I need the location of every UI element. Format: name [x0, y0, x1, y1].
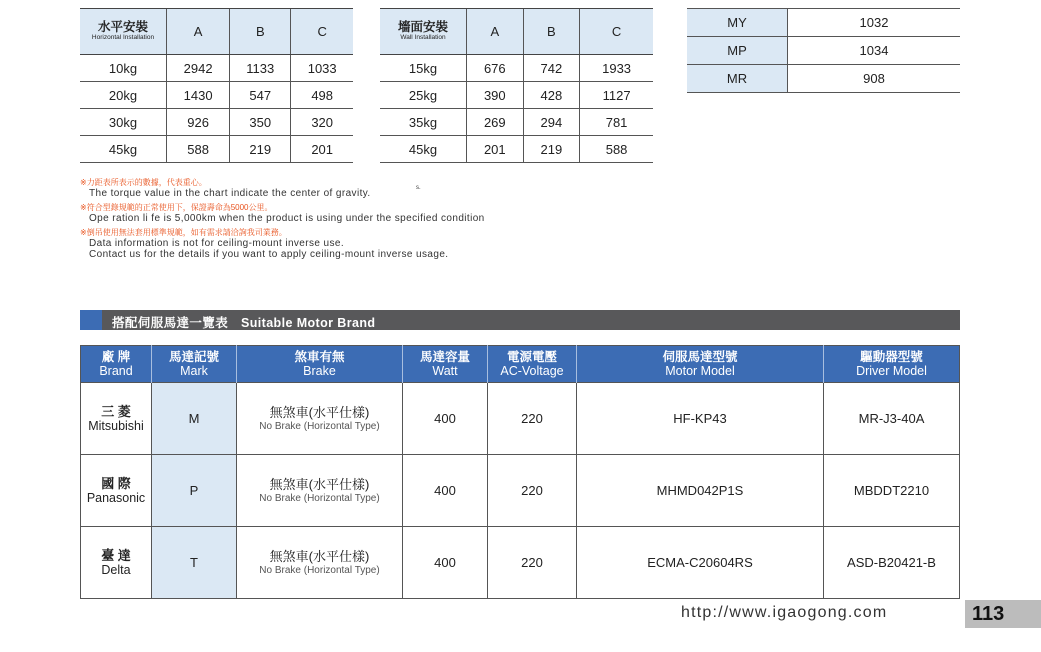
column-header-brake [237, 346, 403, 383]
section-title: 搭配伺服馬達一覽表 Suitable Motor Brand [112, 316, 376, 330]
header-zh: 馬達記號 [168, 350, 219, 364]
header-zh: 驅動器型號 [860, 350, 923, 364]
value-cell: 588 [580, 136, 653, 163]
brand-en: Mitsubishi [88, 418, 144, 433]
driver-model-cell: MR-J3-40A [824, 383, 960, 455]
column-header: C [580, 9, 653, 55]
header-en: Driver Model [856, 364, 927, 378]
section-title-bar [80, 310, 960, 330]
table-title-cell [80, 9, 167, 55]
value-cell: 1127 [580, 82, 653, 109]
table-row [80, 136, 353, 163]
table-row [81, 383, 960, 455]
column-header-driver-model [824, 346, 960, 383]
note-en: Contact us for the details if you want to apply ceiling-mount inverse usage. [89, 249, 449, 260]
brake-zh: 無煞車(水平仕樣) [269, 404, 370, 420]
mark-cell: P [152, 455, 237, 527]
brake-cell [237, 527, 403, 599]
moment-value: 1032 [788, 9, 961, 37]
value-cell: 320 [291, 109, 353, 136]
moment-table [687, 8, 960, 93]
column-header-watt [403, 346, 488, 383]
column-header: C [291, 9, 353, 55]
watt-cell: 400 [403, 383, 488, 455]
watt-cell: 400 [403, 527, 488, 599]
stray-mark: s. [416, 185, 421, 191]
table-title-zh: 墻面安裝 [397, 20, 448, 34]
brand-cell [81, 455, 152, 527]
motor-model-cell: HF-KP43 [577, 383, 824, 455]
table-title-en: Horizontal Installation [91, 34, 155, 41]
brake-en: No Brake (Horizontal Type) [259, 492, 380, 504]
brand-en: Delta [101, 562, 131, 577]
header-zh: 廠 牌 [101, 350, 131, 364]
motor-model-cell: ECMA-C20604RS [577, 527, 824, 599]
brand-zh: 三 菱 [101, 403, 131, 419]
value-cell: 1133 [230, 55, 291, 82]
table-row [80, 55, 353, 82]
table-title-cell [380, 9, 467, 55]
voltage-cell: 220 [488, 383, 577, 455]
brand-zh: 臺 達 [101, 547, 131, 563]
header-zh: 煞車有無 [294, 350, 345, 364]
table-row [687, 9, 960, 37]
value-cell: 350 [230, 109, 291, 136]
brake-zh: 無煞車(水平仕樣) [269, 476, 370, 492]
table-row [687, 65, 960, 93]
watt-cell: 400 [403, 455, 488, 527]
table-header-row [81, 346, 960, 383]
mark-cell: T [152, 527, 237, 599]
section-accent-block [80, 310, 102, 330]
footer-url[interactable]: http://www.igaogong.com [681, 604, 888, 621]
brand-cell [81, 527, 152, 599]
table-row [380, 82, 653, 109]
horizontal-installation-table [80, 8, 353, 163]
load-cell: 20kg [80, 82, 167, 109]
value-cell: 390 [467, 82, 524, 109]
note-en: The torque value in the chart indicate the center of gravity. [89, 188, 371, 199]
moment-value: 908 [788, 65, 961, 93]
note-zh: ※符合型錄規範的正常使用下，保證壽命為5000公里。 [80, 203, 273, 212]
brake-cell [237, 383, 403, 455]
header-zh: 伺服馬達型號 [662, 350, 738, 364]
value-cell: 219 [230, 136, 291, 163]
value-cell: 498 [291, 82, 353, 109]
value-cell: 269 [467, 109, 524, 136]
wall-installation-table [380, 8, 653, 163]
header-zh: 馬達容量 [419, 350, 470, 364]
value-cell: 588 [167, 136, 230, 163]
motor-brand-table [80, 345, 960, 599]
header-en: Mark [180, 364, 208, 378]
note-en: Ope ration li fe is 5,000km when the product is using under the specified condition [89, 213, 485, 224]
table-row [81, 527, 960, 599]
column-header-voltage [488, 346, 577, 383]
value-cell: 926 [167, 109, 230, 136]
value-cell: 219 [523, 136, 580, 163]
voltage-cell: 220 [488, 455, 577, 527]
driver-model-cell: ASD-B20421-B [824, 527, 960, 599]
value-cell: 1033 [291, 55, 353, 82]
table-row [380, 55, 653, 82]
brake-en: No Brake (Horizontal Type) [259, 564, 380, 576]
table-title-en: Wall Installation [400, 34, 446, 41]
brake-zh: 無煞車(水平仕樣) [269, 548, 370, 564]
notes-block [80, 178, 680, 260]
load-cell: 35kg [380, 109, 467, 136]
header-en: AC-Voltage [500, 364, 564, 378]
page-number: 113 [965, 600, 1041, 628]
brand-zh: 國 際 [101, 475, 131, 491]
motor-model-cell: MHMD042P1S [577, 455, 824, 527]
header-en: Motor Model [665, 364, 735, 378]
column-header-brand [81, 346, 152, 383]
column-header: A [467, 9, 524, 55]
value-cell: 676 [467, 55, 524, 82]
load-cell: 15kg [380, 55, 467, 82]
table-title-zh: 水平安裝 [97, 20, 148, 34]
column-header-mark [152, 346, 237, 383]
load-cell: 25kg [380, 82, 467, 109]
brake-en: No Brake (Horizontal Type) [259, 420, 380, 432]
column-header: A [167, 9, 230, 55]
value-cell: 428 [523, 82, 580, 109]
value-cell: 781 [580, 109, 653, 136]
brand-cell [81, 383, 152, 455]
column-header-motor-model [577, 346, 824, 383]
load-cell: 45kg [80, 136, 167, 163]
value-cell: 294 [523, 109, 580, 136]
value-cell: 201 [291, 136, 353, 163]
table-header-row [380, 9, 653, 55]
brake-cell [237, 455, 403, 527]
table-row [80, 82, 353, 109]
voltage-cell: 220 [488, 527, 577, 599]
value-cell: 547 [230, 82, 291, 109]
value-cell: 201 [467, 136, 524, 163]
value-cell: 1933 [580, 55, 653, 82]
value-cell: 742 [523, 55, 580, 82]
table-row [687, 37, 960, 65]
mark-cell: M [152, 383, 237, 455]
moment-key: MR [687, 65, 788, 93]
table-row [380, 136, 653, 163]
value-cell: 2942 [167, 55, 230, 82]
moment-value: 1034 [788, 37, 961, 65]
column-header: B [230, 9, 291, 55]
note-zh: ※倒吊使用無法套用標準規範，如有需求請洽詢我司業務。 [80, 228, 287, 237]
moment-key: MY [687, 9, 788, 37]
header-en: Brake [303, 364, 336, 378]
load-cell: 10kg [80, 55, 167, 82]
load-cell: 30kg [80, 109, 167, 136]
brand-en: Panasonic [86, 490, 146, 505]
header-zh: 電源電壓 [506, 350, 557, 364]
driver-model-cell: MBDDT2210 [824, 455, 960, 527]
table-row [380, 109, 653, 136]
note-en: Data information is not for ceiling-mount inverse use. [89, 238, 345, 249]
moment-key: MP [687, 37, 788, 65]
header-en: Watt [432, 364, 458, 378]
table-row [81, 455, 960, 527]
value-cell: 1430 [167, 82, 230, 109]
table-row [80, 109, 353, 136]
load-cell: 45kg [380, 136, 467, 163]
header-en: Brand [99, 364, 133, 378]
note-zh: ※力距表所表示的數據，代表重心。 [80, 178, 207, 187]
table-header-row [80, 9, 353, 55]
column-header: B [523, 9, 580, 55]
